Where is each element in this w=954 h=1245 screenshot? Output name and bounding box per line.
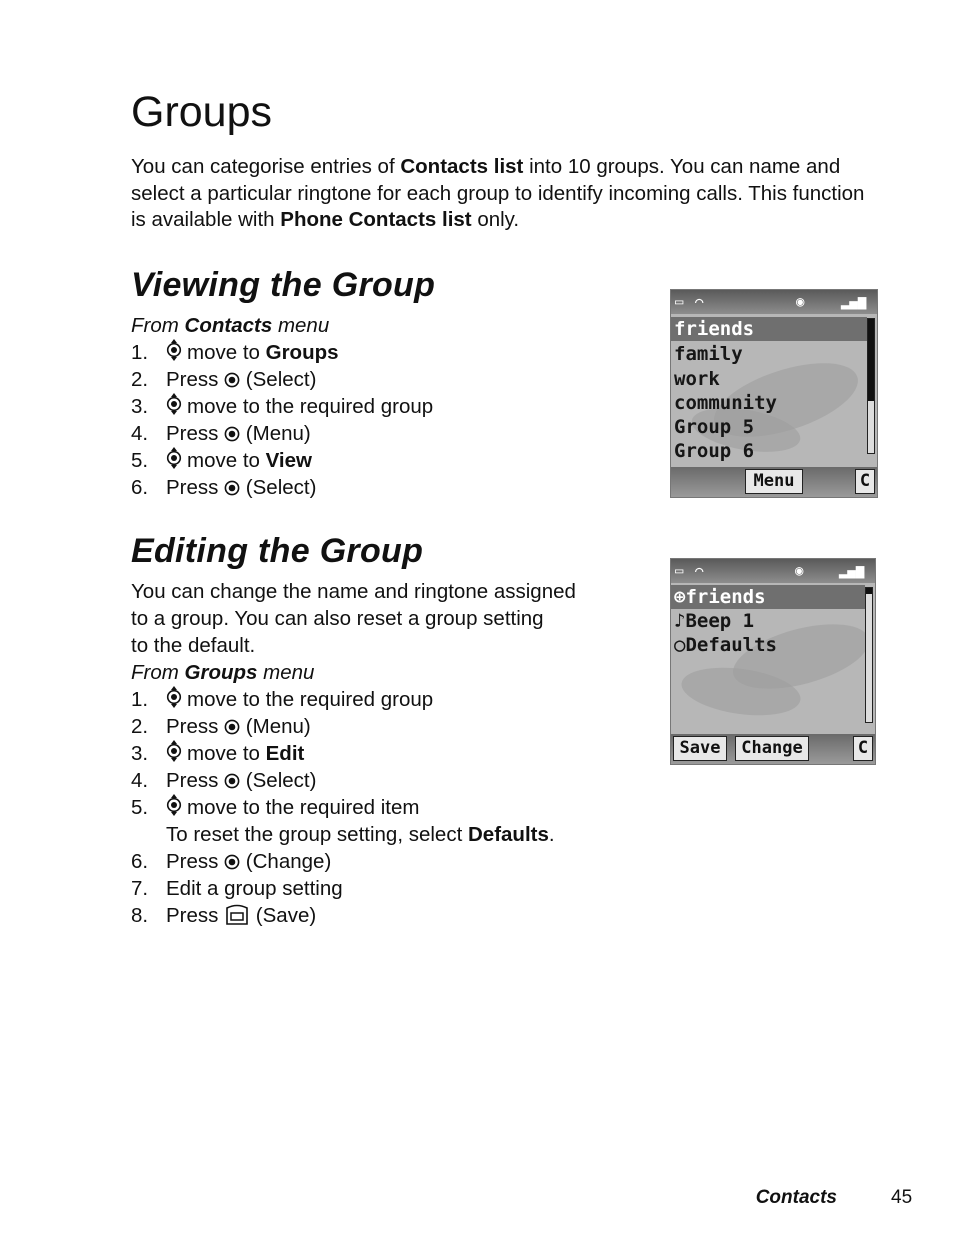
from-text: From	[131, 314, 185, 337]
edit-item-label: friends	[685, 586, 766, 608]
step-item	[131, 447, 433, 474]
description-line: You can change the name and ringtone assigned	[131, 580, 576, 603]
step-number: 8.	[131, 904, 149, 927]
lock-icon: ⊕	[674, 586, 686, 608]
step-number: 3.	[131, 395, 149, 418]
description-line: to a group. You can also reset a group setting	[131, 607, 544, 630]
step-text: Press	[166, 422, 225, 445]
step-bold: Edit	[265, 742, 305, 765]
description-line: to the default.	[131, 634, 256, 657]
phone-screen-group-edit	[670, 558, 876, 765]
scroll-thumb[interactable]	[866, 588, 872, 594]
intro-bold-contacts-list: Contacts list	[400, 155, 524, 178]
step-item	[131, 848, 555, 875]
step-number: 4.	[131, 769, 149, 792]
scroll-thumb[interactable]	[868, 319, 874, 401]
line-icon: ⌒	[695, 563, 704, 579]
page-number: 45	[891, 1187, 913, 1208]
step-number: 6.	[131, 476, 149, 499]
step-text: Press	[166, 368, 225, 391]
signal-icon: ▂▄▆	[841, 294, 867, 310]
navigation-key-icon	[166, 740, 182, 762]
intro-text: into 10 groups. You can name and select a particular ringtone for each group to identify incoming calls. This function is available with	[131, 155, 865, 231]
navigation-key-icon	[166, 686, 182, 708]
step-text: (Select)	[240, 769, 317, 792]
editing-from-line	[131, 661, 314, 685]
edit-item-label: Defaults	[685, 634, 777, 656]
step-item	[131, 794, 555, 821]
note-text: To reset the group setting, select	[166, 823, 468, 846]
edit-item-defaults[interactable]	[674, 633, 777, 657]
step-text: (Menu)	[240, 715, 311, 738]
note-text: .	[548, 823, 555, 846]
status-bar	[671, 290, 877, 314]
line-icon: ⌒	[695, 294, 704, 310]
step-text: Press	[166, 715, 225, 738]
viewing-steps	[131, 339, 433, 501]
step-text: move to	[187, 341, 266, 364]
step-text: move to the required item	[187, 796, 420, 819]
scrollbar[interactable]	[867, 318, 875, 454]
step-number: 5.	[131, 449, 149, 472]
step-item	[131, 740, 555, 767]
step-number: 3.	[131, 742, 149, 765]
group-list-item[interactable]: Group 5	[674, 416, 755, 438]
step-text: (Select)	[240, 368, 317, 391]
editing-description	[131, 578, 576, 659]
viewing-from-line	[131, 314, 329, 338]
step-text: Edit a group setting	[166, 877, 343, 900]
music-note-icon: ♪	[674, 610, 686, 632]
edit-item-label: Beep 1	[685, 610, 755, 632]
step-number: 2.	[131, 715, 149, 738]
step-text: move to the required group	[187, 395, 434, 418]
step-number: 2.	[131, 368, 149, 391]
step-item	[131, 686, 555, 713]
group-list-item[interactable]: community	[674, 392, 777, 414]
center-select-key-icon	[224, 480, 240, 496]
clear-softkey[interactable]: C	[855, 469, 875, 494]
message-icon: ▭	[675, 294, 684, 310]
navigation-key-icon	[166, 447, 182, 469]
step-item	[131, 339, 433, 366]
note-bold: Defaults	[467, 823, 549, 846]
step-number: 1.	[131, 688, 149, 711]
page-title: Groups	[131, 88, 273, 136]
navigation-key-icon	[166, 393, 182, 415]
step-text: move to	[187, 449, 266, 472]
vibrate-icon: ◉	[796, 294, 805, 310]
step-text: Press	[166, 850, 225, 873]
step-item	[131, 366, 433, 393]
center-select-key-icon	[224, 719, 240, 735]
from-menu-name: Contacts	[184, 314, 273, 337]
center-select-key-icon	[224, 372, 240, 388]
step-number: 7.	[131, 877, 149, 900]
step-number: 5.	[131, 796, 149, 819]
edit-item-name[interactable]	[671, 585, 865, 609]
intro-text: You can categorise entries of	[131, 155, 401, 178]
step-text: move to the required group	[187, 688, 434, 711]
viewing-heading: Viewing the Group	[131, 266, 436, 304]
from-menu-name: Groups	[184, 661, 258, 684]
from-text: menu	[272, 314, 330, 337]
editing-steps	[131, 686, 555, 929]
step-text: move to	[187, 742, 266, 765]
step-text: (Select)	[240, 476, 317, 499]
editing-heading: Editing the Group	[131, 532, 424, 570]
circle-icon: ○	[674, 634, 686, 656]
step-item	[131, 767, 555, 794]
step-bold: Groups	[265, 341, 339, 364]
navigation-key-icon	[166, 339, 182, 361]
softkey-bar	[671, 734, 875, 764]
footer-section-name: Contacts	[755, 1187, 837, 1208]
center-select-key-icon	[224, 854, 240, 870]
step-item	[131, 393, 433, 420]
scrollbar[interactable]	[865, 587, 873, 723]
center-select-key-icon	[224, 426, 240, 442]
clear-softkey[interactable]: C	[853, 736, 873, 761]
step-number: 1.	[131, 341, 149, 364]
group-list-item[interactable]: Group 6	[674, 440, 755, 462]
step-text: Press	[166, 476, 225, 499]
change-softkey[interactable]: Change	[735, 736, 809, 761]
vibrate-icon: ◉	[795, 563, 804, 579]
edit-item-ringtone[interactable]	[674, 609, 754, 633]
phone-screen-groups-list	[670, 289, 878, 498]
group-list-item[interactable]: work	[674, 368, 720, 390]
from-text: menu	[257, 661, 315, 684]
softkey-bar	[671, 467, 877, 497]
step-number: 4.	[131, 422, 149, 445]
step-text: (Menu)	[240, 422, 311, 445]
group-list-item[interactable]: family	[674, 343, 743, 365]
left-soft-key-icon	[224, 904, 250, 926]
signal-icon: ▂▄▆	[839, 563, 865, 579]
step-note	[131, 821, 555, 848]
from-text: From	[131, 661, 185, 684]
navigation-key-icon	[166, 794, 182, 816]
message-icon: ▭	[675, 563, 684, 579]
intro-paragraph	[131, 154, 871, 234]
step-item	[131, 420, 433, 447]
group-list-item[interactable]: friends	[671, 317, 867, 341]
step-number: 6.	[131, 850, 149, 873]
center-select-key-icon	[224, 773, 240, 789]
step-text: (Save)	[250, 904, 317, 927]
step-text: (Change)	[240, 850, 332, 873]
intro-bold-phone-contacts-list: Phone Contacts list	[280, 208, 472, 231]
step-item	[131, 875, 555, 902]
save-softkey[interactable]: Save	[673, 736, 727, 761]
step-item	[131, 713, 555, 740]
status-bar	[671, 559, 875, 583]
menu-softkey[interactable]: Menu	[745, 469, 803, 494]
step-bold: View	[265, 449, 312, 472]
step-text: Press	[166, 769, 225, 792]
intro-text: only.	[471, 208, 520, 231]
step-item	[131, 902, 555, 929]
step-text: Press	[166, 904, 225, 927]
step-item	[131, 474, 433, 501]
